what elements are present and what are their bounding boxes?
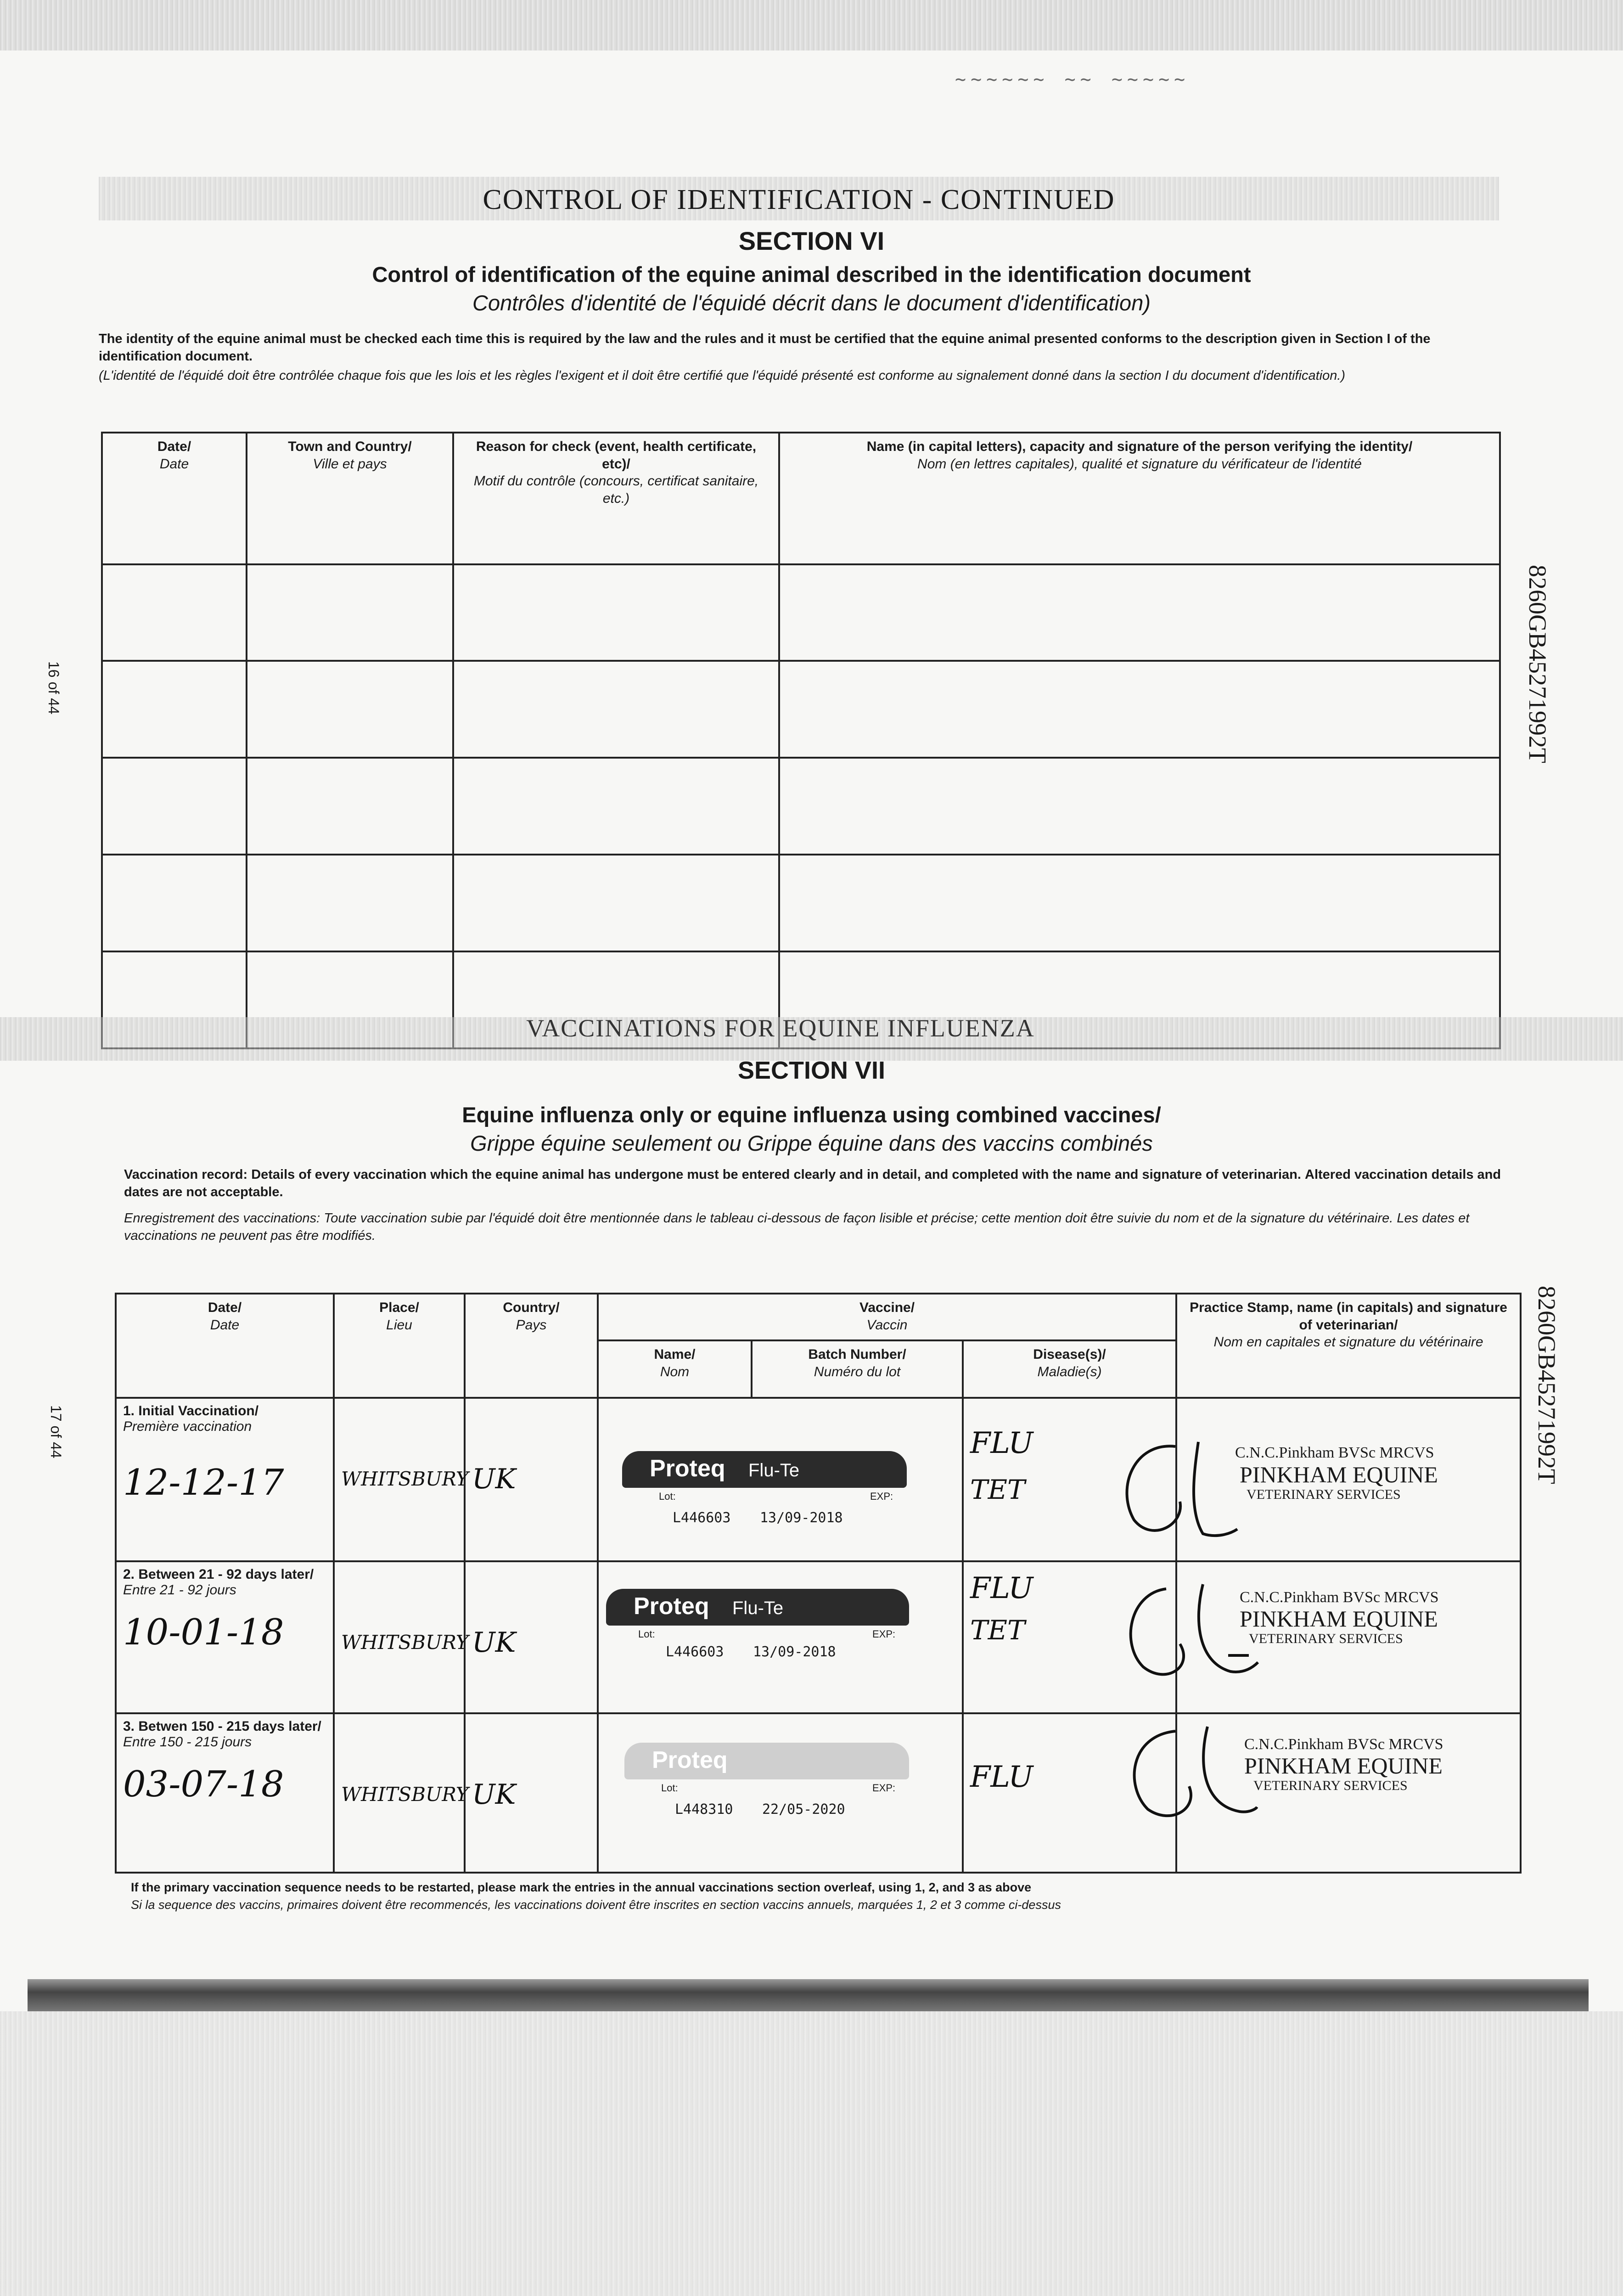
scan-bottom-noise [0,2011,1623,2296]
table-row: 3. Betwen 150 - 215 days later/ Entre 150 - 215 jours 03-07-18 WHITSBURY UK FLU [116,1713,1521,1873]
col-reason: Reason for check (event, health certificate, etc)/ Motif du contrôle (concours, certificat sanitaire, etc.) [453,433,779,564]
signature-icon [1111,1717,1258,1828]
col-vac-country: Country/ Pays [465,1294,598,1398]
vac-date-3: 03-07-18 [123,1764,284,1806]
section7-record-en: Vaccination record: Details of every vaccination which the equine animal has undergone must be entered clearly and in detail, and completed with the name and signature of veterinarian. Altered vaccination details and dates are not acceptable. [124,1167,1501,1199]
section7-label: SECTION VII [737,1057,886,1084]
batch-number-2: L446603 [666,1644,724,1660]
col-batch-number: Batch Number/ Numéro du lot [752,1340,963,1397]
col-vaccine-name: Name/ Nom [598,1340,752,1397]
section6-title-fr: Contrôles d'identité de l'équidé décrit dans le document d'identification) [472,291,1151,315]
section7-heading: VACCINATIONS FOR EQUINE INFLUENZA [526,1014,1035,1042]
table-row: 2. Between 21 - 92 days later/ Entre 21 - 92 jours 10-01-18 WHITSBURY UK FLU TET [116,1561,1521,1713]
section6-title-en: Control of identification of the equine animal described in the identification document [372,262,1251,287]
section6-label: SECTION VI [738,226,885,255]
col-vac-place: Place/ Lieu [334,1294,465,1398]
section6-intro-fr: (L'identité de l'équidé doit être contrôlée chaque fois que les lois et les règles l'exigent et il doit être certifié que l'équidé présenté est conforme au signalement donné dans la section I du document d'identification.) [99,368,1346,383]
batch-number-1: L446603 [673,1510,731,1526]
vaccine-sticker-2: Proteq Flu-Te Lot: EXP: L446603 13/09-2018 [606,1589,909,1681]
page-number-16: 16 of 44 [45,661,62,715]
vet-stamp-2: C.N.C.Pinkham BVSc MRCVS PINKHAM EQUINE VETERINARY SERVICES [1111,1580,1515,1690]
vet-stamp-1: C.N.C.Pinkham BVSc MRCVS PINKHAM EQUINE VETERINARY SERVICES [1106,1433,1511,1543]
col-town-country: Town and Country/ Ville et pays [247,433,453,564]
col-vaccine: Vaccine/ Vaccin [598,1294,1176,1340]
identity-check-table [101,432,1501,1049]
batch-number-3: L448310 [675,1801,733,1818]
scan-noise-text: ~~~~~~ ~~ ~~~~~ [955,69,1190,90]
vac-country-1: UK [472,1463,516,1495]
table-row [102,564,1500,661]
vac-place-2: WHITSBURY [341,1631,469,1654]
col-verifier: Name (in capital letters), capacity and signature of the person verifying the identity/ Nom (en lettres capitales), qualité et signature du vérificateur de l'identité [779,433,1500,564]
col-practice-stamp: Practice Stamp, name (in capitals) and signature of veterinarian/ Nom en capitales et signature du vétérinaire [1176,1294,1521,1398]
vac-date-2: 10-01-18 [123,1612,284,1654]
section6-heading: CONTROL OF IDENTIFICATION - CONTINUED [483,184,1115,215]
table-row: 1. Initial Vaccination/ Première vaccination 12-12-17 WHITSBURY UK FLU TET [116,1398,1521,1562]
vac-country-3: UK [472,1778,516,1811]
section7-record-fr: Enregistrement des vaccinations: Toute vaccination subie par l'équidé doit être mentionnée dans le tableau ci-dessous de façon lisible et précise; cette mention doit être suivie du nom et de la signature du vétérinaire. Les dates et vaccinations ne peuvent pas être modifiés. [124,1211,1470,1243]
table-row [102,855,1500,951]
col-diseases: Disease(s)/ Maladie(s) [963,1340,1176,1397]
scan-top-edge [0,0,1623,51]
section7-title-fr: Grippe équine seulement ou Grippe équine dans des vaccins combinés [470,1131,1153,1155]
table-row [102,661,1500,758]
vaccine-sticker-3: Proteq Lot: EXP: L448310 22/05-2020 [624,1743,914,1835]
vaccine-sticker-1: Proteq Flu-Te Lot: EXP: L446603 13/09-2018 [622,1451,911,1543]
col-vac-date: Date/ Date [116,1294,334,1398]
vet-stamp-3: C.N.C.Pinkham BVSc MRCVS PINKHAM EQUINE VETERINARY SERVICES [1111,1717,1515,1828]
expiry-2: 13/09-2018 [753,1644,836,1660]
page-number-17: 17 of 44 [48,1405,64,1458]
footnote-en: If the primary vaccination sequence needs to be restarted, please mark the entries in the annual vaccinations section overleaf, using 1, 2, and 3 as above [131,1880,1032,1894]
vac-place-3: WHITSBURY [341,1783,469,1806]
side-id-top: 8260GB45271992T [1524,565,1551,763]
section6-intro-en: The identity of the equine animal must be checked each time this is required by the law and the rules and it must be certified that the equine animal presented conforms to the description given in Section I of the identification document. [99,332,1431,364]
scan-bottom-edge [28,1979,1589,2011]
expiry-3: 22/05-2020 [762,1801,845,1818]
col-date: Date/ Date [102,433,247,564]
side-id-bottom: 8260GB45271992T [1533,1286,1561,1484]
footnote-fr: Si la sequence des vaccins, primaires doivent être recommencés, les vaccinations doivent être inscrites en section vaccins annuels, marquées 1, 2 et 3 comme ci-dessus [131,1898,1061,1912]
vac-date-1: 12-12-17 [123,1462,284,1503]
signature-icon [1106,1433,1240,1543]
expiry-1: 13/09-2018 [760,1510,843,1526]
vac-country-2: UK [472,1626,516,1659]
section7-title-en: Equine influenza only or equine influenza using combined vaccines/ [462,1103,1161,1127]
table-row [102,758,1500,855]
vac-place-1: WHITSBURY [341,1467,469,1490]
